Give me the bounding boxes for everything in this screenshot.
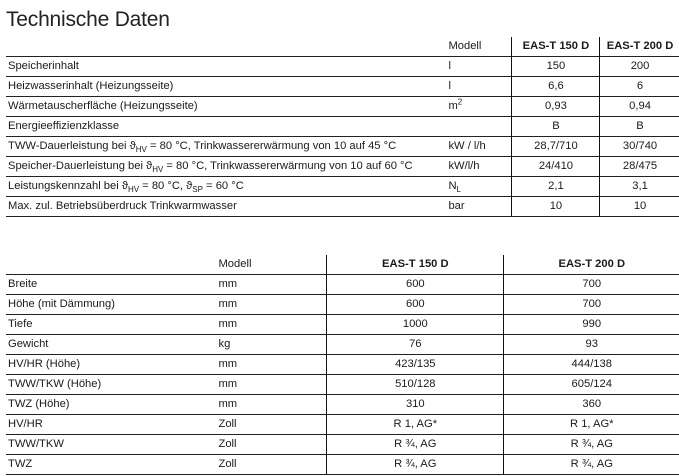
row-unit: mm: [212, 275, 326, 295]
value-eas-t-150: 600: [327, 275, 503, 295]
table-row: [6, 435, 679, 455]
value-eas-t-150: 600: [327, 295, 503, 315]
row-label: Energieeffizienzklasse: [6, 117, 442, 137]
row-label: Gewicht: [6, 335, 212, 355]
row-unit: mm: [212, 395, 326, 415]
value-eas-t-200: R ¾, AG: [503, 455, 679, 475]
header-spacer: [6, 37, 442, 57]
table-row: [6, 355, 679, 375]
value-eas-t-150: 10: [511, 197, 599, 217]
value-eas-t-200: 30/740: [600, 137, 679, 157]
table-row: [6, 77, 679, 97]
row-label: TWZ (Höhe): [6, 395, 212, 415]
row-label: Speicher-Dauerleistung bei $ϑ_{HV} = 80$ °C, Trinkwassererwärmung von 10 auf 60 °C: [6, 157, 442, 177]
table-header: [6, 255, 679, 275]
row-label: TWW-Dauerleistung bei $ϑ_{HV} = 80$ °C, Trinkwassererwärmung von 10 auf 45 °C: [6, 137, 442, 157]
row-unit: Zoll: [212, 415, 326, 435]
row-label: HV/HR (Höhe): [6, 355, 212, 375]
row-label: Wärmetauscherfläche (Heizungsseite): [6, 97, 442, 117]
row-unit: $N_L$: [442, 177, 511, 197]
column-header-eas-t-200: EAS-T 200 D: [600, 37, 679, 57]
row-unit: kg: [212, 335, 326, 355]
table-header: [6, 37, 679, 57]
row-label: Max. zul. Betriebsüberdruck Trinkwarmwasser: [6, 197, 442, 217]
value-eas-t-200: 700: [503, 295, 679, 315]
table-row: [6, 415, 679, 435]
technical-data-table: [6, 37, 679, 217]
header-spacer: [6, 255, 212, 275]
row-label: TWW/TKW (Höhe): [6, 375, 212, 395]
table-row: [6, 97, 679, 117]
row-unit: mm: [212, 355, 326, 375]
value-eas-t-200: 6: [600, 77, 679, 97]
row-unit: Zoll: [212, 435, 326, 455]
value-eas-t-150: 2,1: [511, 177, 599, 197]
table-row: [6, 275, 679, 295]
row-label: Tiefe: [6, 315, 212, 335]
value-eas-t-150: 150: [511, 57, 599, 77]
value-eas-t-200: 700: [503, 275, 679, 295]
table-row: [6, 375, 679, 395]
row-unit: Zoll: [212, 455, 326, 475]
value-eas-t-150: 28,7/710: [511, 137, 599, 157]
value-eas-t-150: B: [511, 117, 599, 137]
table-row: [6, 137, 679, 157]
value-eas-t-200: 93: [503, 335, 679, 355]
value-eas-t-150: R ¾, AG: [327, 455, 503, 475]
row-unit: mm: [212, 295, 326, 315]
column-header-eas-t-200: EAS-T 200 D: [503, 255, 679, 275]
value-eas-t-150: 1000: [327, 315, 503, 335]
value-eas-t-200: B: [600, 117, 679, 137]
row-label: Heizwasserinhalt (Heizungsseite): [6, 77, 442, 97]
value-eas-t-200: 200: [600, 57, 679, 77]
row-unit: l: [442, 57, 511, 77]
row-unit: bar: [442, 197, 511, 217]
row-label: Höhe (mit Dämmung): [6, 295, 212, 315]
row-label: HV/HR: [6, 415, 212, 435]
dimensions-table: [6, 255, 679, 475]
value-eas-t-200: 10: [600, 197, 679, 217]
row-label: Speicherinhalt: [6, 57, 442, 77]
value-eas-t-200: 360: [503, 395, 679, 415]
value-eas-t-150: 510/128: [327, 375, 503, 395]
value-eas-t-200: 28/475: [600, 157, 679, 177]
row-label: TWW/TKW: [6, 435, 212, 455]
table-row: [6, 315, 679, 335]
table-row: [6, 455, 679, 475]
value-eas-t-200: 990: [503, 315, 679, 335]
value-eas-t-200: 444/138: [503, 355, 679, 375]
row-label: Breite: [6, 275, 212, 295]
value-eas-t-200: 0,94: [600, 97, 679, 117]
row-label: TWZ: [6, 455, 212, 475]
table-row: [6, 117, 679, 137]
value-eas-t-200: R 1, AG*: [503, 415, 679, 435]
table-row: [6, 295, 679, 315]
model-label: Modell: [448, 40, 482, 52]
column-header-eas-t-150: EAS-T 150 D: [327, 255, 503, 275]
value-eas-t-150: 423/135: [327, 355, 503, 375]
value-eas-t-200: R ¾, AG: [503, 435, 679, 455]
value-eas-t-150: 76: [327, 335, 503, 355]
model-label: Modell: [218, 258, 252, 270]
row-label: Leistungskennzahl bei $ϑ_{HV} = 80$ °C, $ϑ_{SP} = 60$ °C: [6, 177, 442, 197]
table-row: [6, 177, 679, 197]
value-eas-t-200: 3,1: [600, 177, 679, 197]
row-unit: kW/l/h: [442, 157, 511, 177]
table-row: [6, 335, 679, 355]
value-eas-t-150: 0,93: [511, 97, 599, 117]
value-eas-t-200: 605/124: [503, 375, 679, 395]
row-unit: mm: [212, 375, 326, 395]
table-row: [6, 197, 679, 217]
column-header-eas-t-150: EAS-T 150 D: [511, 37, 599, 57]
value-eas-t-150: 24/410: [511, 157, 599, 177]
page-title: Technische Daten: [6, 8, 170, 31]
value-eas-t-150: 6,6: [511, 77, 599, 97]
table-row: [6, 57, 679, 77]
row-unit: mm: [212, 315, 326, 335]
row-unit: $m^2$: [442, 97, 511, 117]
row-unit: kW / l/h: [442, 137, 511, 157]
value-eas-t-150: 310: [327, 395, 503, 415]
row-unit: l: [442, 77, 511, 97]
value-eas-t-150: R 1, AG*: [327, 415, 503, 435]
row-unit: [442, 117, 511, 137]
table-row: [6, 157, 679, 177]
value-eas-t-150: R ¾, AG: [327, 435, 503, 455]
table-row: [6, 395, 679, 415]
